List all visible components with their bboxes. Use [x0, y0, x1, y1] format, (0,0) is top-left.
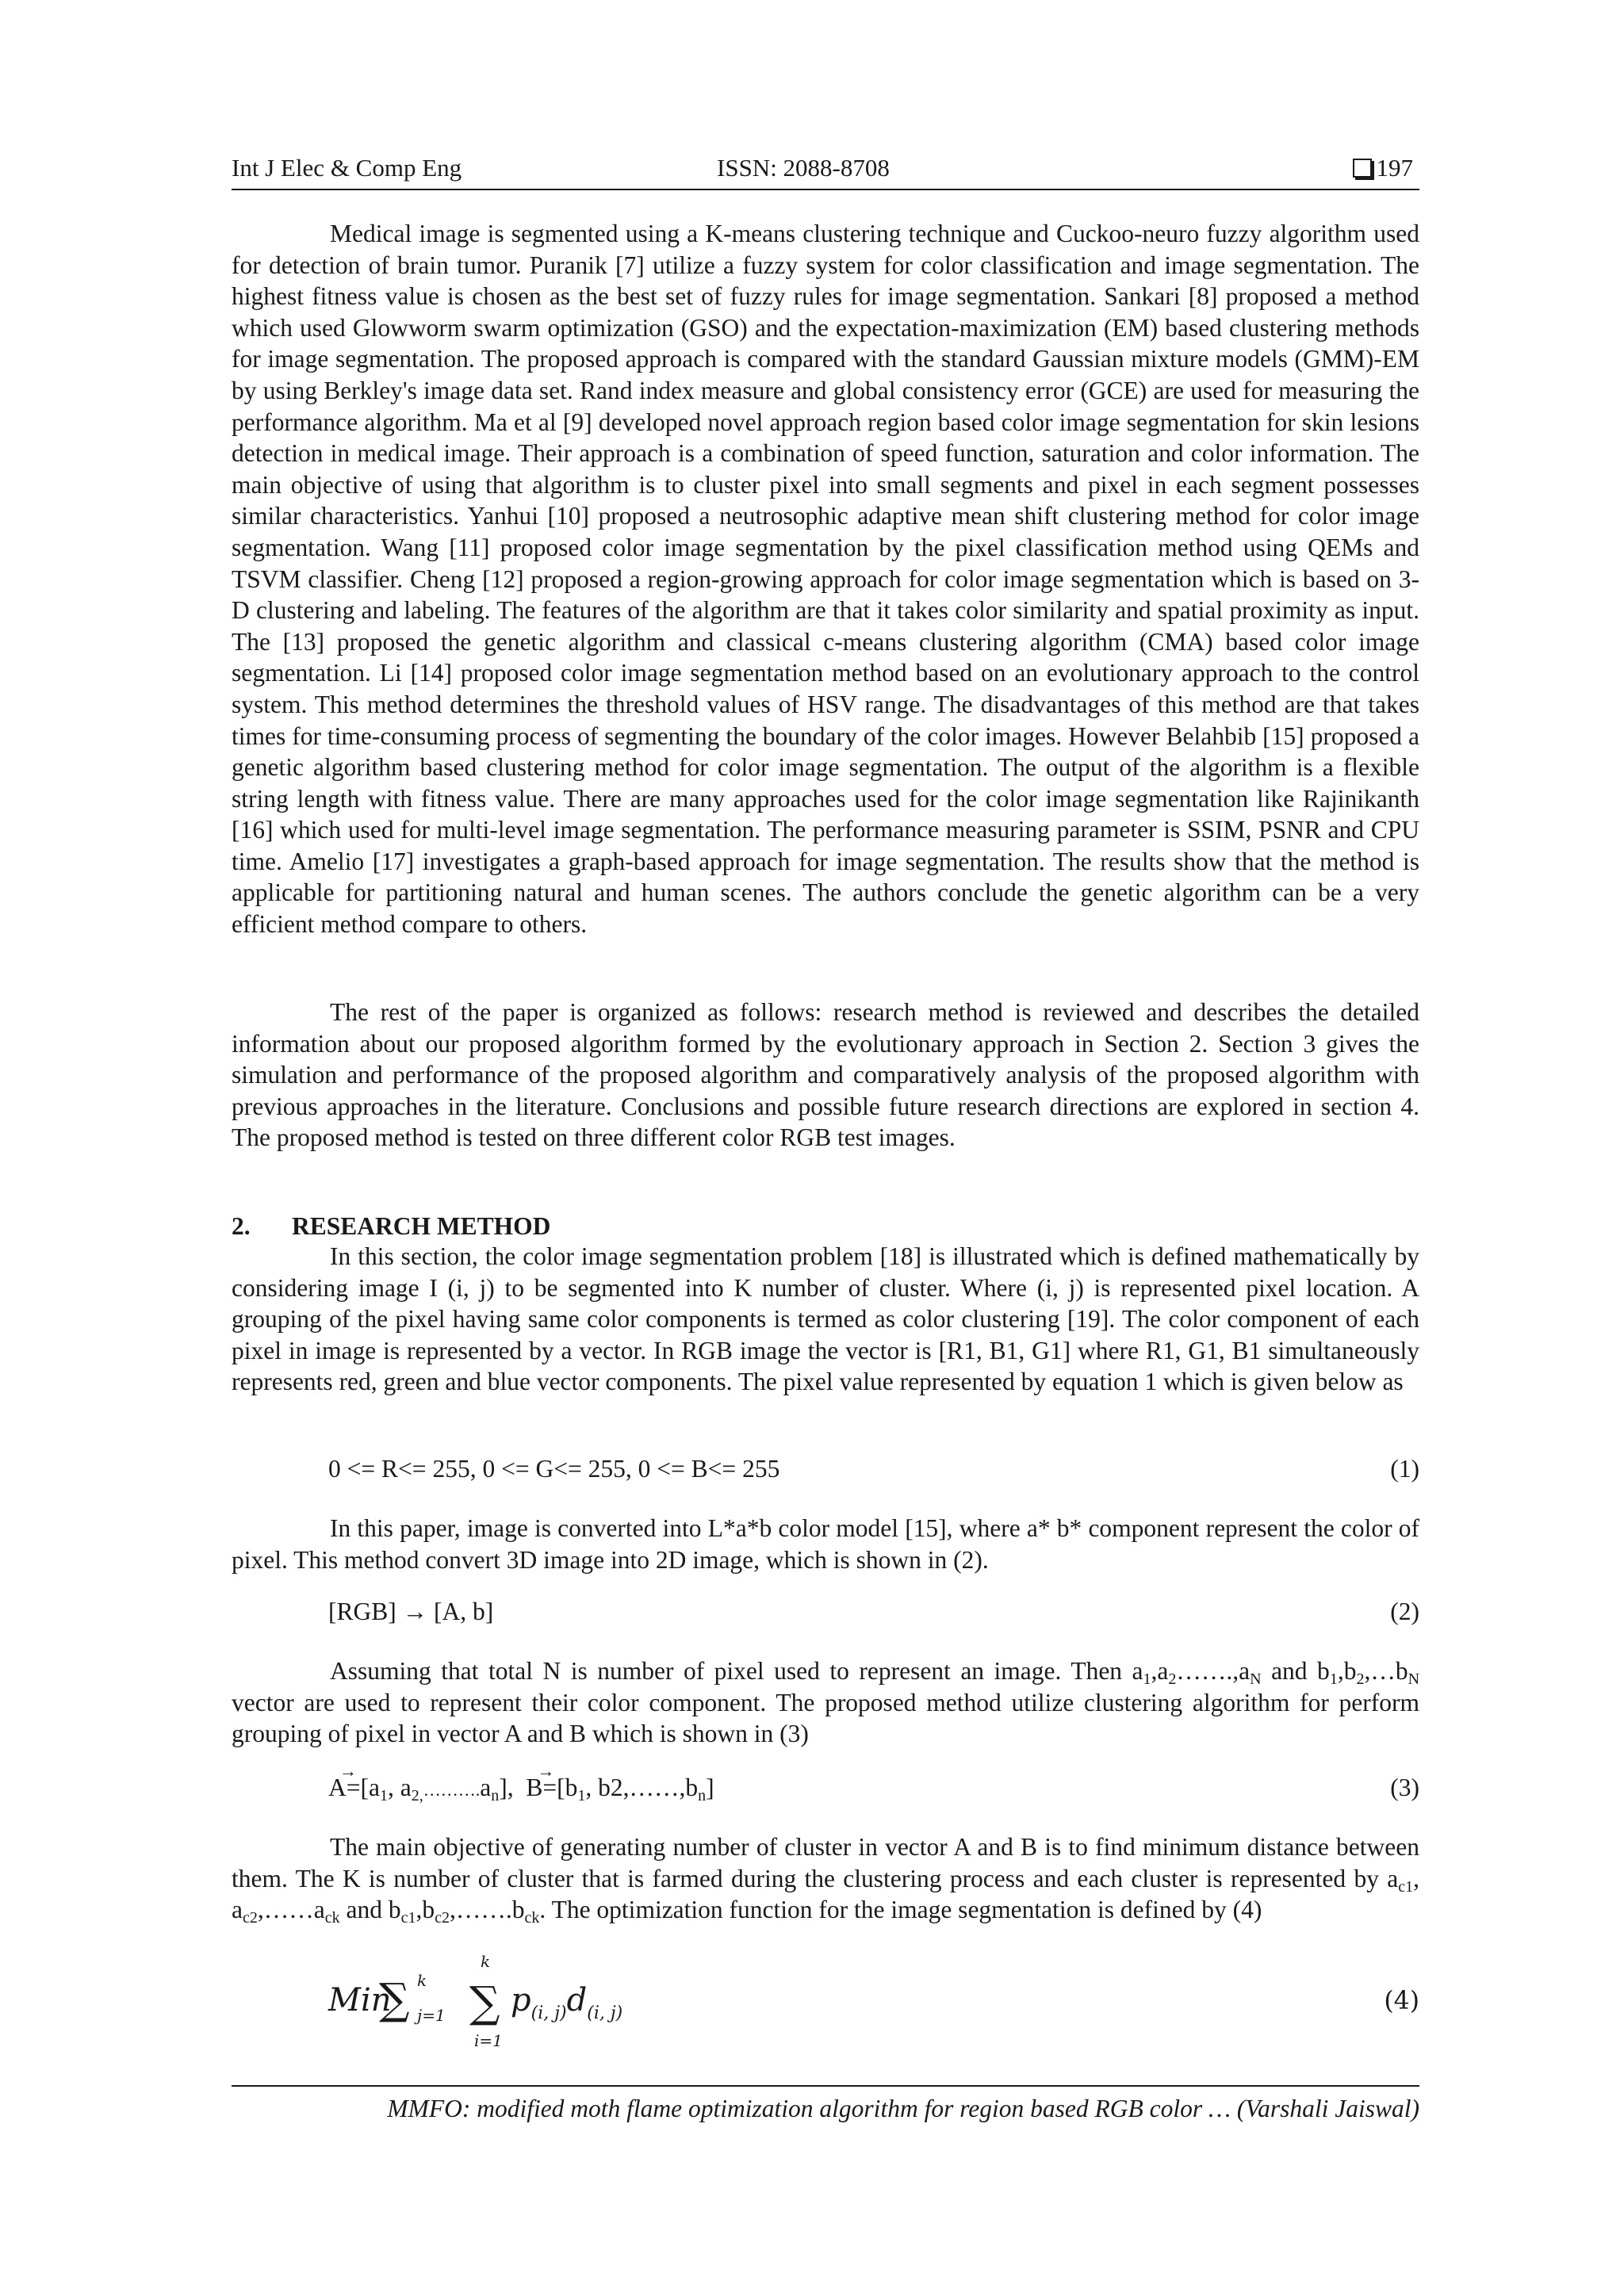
equation-3 [328, 1761, 1419, 1805]
section-heading [232, 1212, 550, 1241]
equation-1 [328, 1455, 1419, 1487]
paragraph-vectors [232, 1655, 1419, 1750]
paragraph-text: Assuming that total N is number of pixel used to represent an image. Then $a_1,a_2\dots\dots.,a_N$ and $b_1,b_2,\dots b_N$ vector are used to represent their color component. The proposed method utilize clustering algorithm for perform grouping of pixel in vector A and B which is shown in (3) [232, 1657, 1420, 1748]
equation-body: [RGB] → [A, b] [328, 1598, 494, 1625]
paragraph-text: The rest of the paper is organized as follows: research method is reviewed and describes the detailed information about our proposed algorithm formed by the evolutionary approach in Section 2. Section 3 gives the simulation and performance of the proposed algorithm and comparatively analysis of the proposed algorithm with previous approaches in the literature. Conclusions and possible future research directions are explored in section 4. The proposed method is tested on three different color RGB test images. [232, 998, 1419, 1152]
paragraph-text: Medical image is segmented using a K-means clustering technique and Cuckoo-neuro fuzzy algorithm used for detection of brain tumor. Puranik [7] utilize a fuzzy system for color classification and image segmentation. The highest fitness value is chosen as the best set of fuzzy rules for image segmentation. Sankari [8] proposed a method which used Glowworm swarm optimization (GSO) and the expectation-maximization (EM) based clustering methods for image segmentation. The proposed approach is compared with the standard Gaussian mixture models (GMM)-EM by using Berkley's image data set. Rand index measure and global consistency error (GCE) are used for measuring the performance algorithm. Ma et al [9] developed novel approach region based color image segmentation for skin lesions detection in medical image. Their approach is a combination of speed function, saturation and color information. The main objective of using that algorithm is to cluster pixel into small segments and pixel in each segment possesses similar characteristics. Yanhui [10] proposed a neutrosophic adaptive mean shift clustering method for color image segmentation. Wang [11] proposed color image segmentation by the pixel classification method using QEMs and TSVM classifier. Cheng [12] proposed a region-growing approach for color image segmentation which is based on 3-D clustering and labeling. The features of the algorithm are that it takes color similarity and spatial proximity as input. The [13] proposed the genetic algorithm and classical c-means clustering algorithm (CMA) based color image segmentation. Li [14] proposed color image segmentation method based on an evolutionary approach to the control system. This method determines the threshold values of HSV range. The disadvantages of this method are that takes times for time-consuming process of segmenting the boundary of the color images. However Belahbib [15] proposed a genetic algorithm based clustering method for color image segmentation. The output of the algorithm is a flexible string length with fitness value. There are many approaches used for the color image segmentation like Rajinikanth [16] which used for multi-level image segmentation. The performance measuring parameter is SSIM, PSNR and CPU time. Amelio [17] investigates a graph-based approach for image segmentation. The results show that the method is applicable for partitioning natural and human scenes. The authors conclude the genetic algorithm can be a very efficient method compare to others. [232, 220, 1419, 939]
equation-min-operator: Min [328, 1982, 392, 2019]
paragraph-objective [232, 1831, 1419, 1926]
paragraph-text: In this paper, image is converted into L*a*b color model [15], where a* b* component represent the color of pixel. This method convert 3D image into 2D image, which is shown in (2). [232, 1514, 1419, 1574]
page-number: 197 [1376, 154, 1413, 182]
paragraph-related-work [232, 218, 1419, 940]
equation-4: Min ∑ k j=1 ∑ k i=1 $p_{(i, j)}d_{(i, j)}$ (4) [328, 1952, 1419, 2050]
equation-number: (4) [1384, 1987, 1419, 2015]
checkbox-square-icon [1353, 159, 1372, 178]
equation-number: (1) [1390, 1455, 1419, 1483]
journal-name: Int J Elec & Comp Eng [232, 154, 462, 182]
paragraph-text: The main objective of generating number of cluster in vector A and B is to find minimum distance between them. The K is number of cluster that is farmed during the clustering process and each cluster is represented by $a_{c1}$, $a_{c2},\dots\dots a_{ck}$ and $b_{c1},b_{c2},\dots\dots.b_{ck}$. The optimization function for the image segmentation is defined by (4) [232, 1833, 1419, 1927]
equation-2 [328, 1598, 1419, 1629]
equation-body: A → $=[a_1$, $a_{2,}\dots\dots\dots.a_n$], B → $=[b_1$, $b2,\dots\dots,b_n$] [328, 1761, 714, 1804]
equation-number: (3) [1390, 1774, 1419, 1801]
paragraph-text: In this section, the color image segmentation problem [18] is illustrated which is defined mathematically by considering image I (i, j) to be segmented into K number of cluster. Where (i, j) is represented pixel location. A grouping of the pixel having same color components is termed as color clustering [19]. The color component of each pixel in image is represented by a vector. In RGB image the vector is [R1, B1, G1] where R1, G1, B1 simultaneously represents red, green and blue vector components. The pixel value represented by equation 1 which is given below as [232, 1242, 1419, 1396]
issn: ISSN: 2088-8708 [717, 154, 890, 182]
paragraph-lab-model [232, 1513, 1419, 1575]
running-footer: MMFO: modified moth flame optimization algorithm for region based RGB color … (Varshali Jaiswal) [387, 2095, 1419, 2122]
equation-term: $p_{(i, j)}d_{(i, j)}$ [511, 1982, 623, 2023]
section-title: RESEARCH METHOD [292, 1212, 551, 1240]
summation-icon: ∑ [469, 1977, 500, 2027]
equation-number: (2) [1390, 1598, 1419, 1625]
paragraph-research-method [232, 1241, 1419, 1398]
summation-icon: ∑ [379, 1974, 410, 2024]
footer-divider [232, 2085, 1419, 2087]
section-number: 2. [232, 1212, 251, 1240]
equation-body: 0 <= R<= 255, 0 <= G<= 255, 0 <= B<= 255 [328, 1455, 780, 1483]
paragraph-organization [232, 997, 1419, 1154]
running-header [232, 154, 1419, 190]
header-divider [232, 189, 1419, 190]
